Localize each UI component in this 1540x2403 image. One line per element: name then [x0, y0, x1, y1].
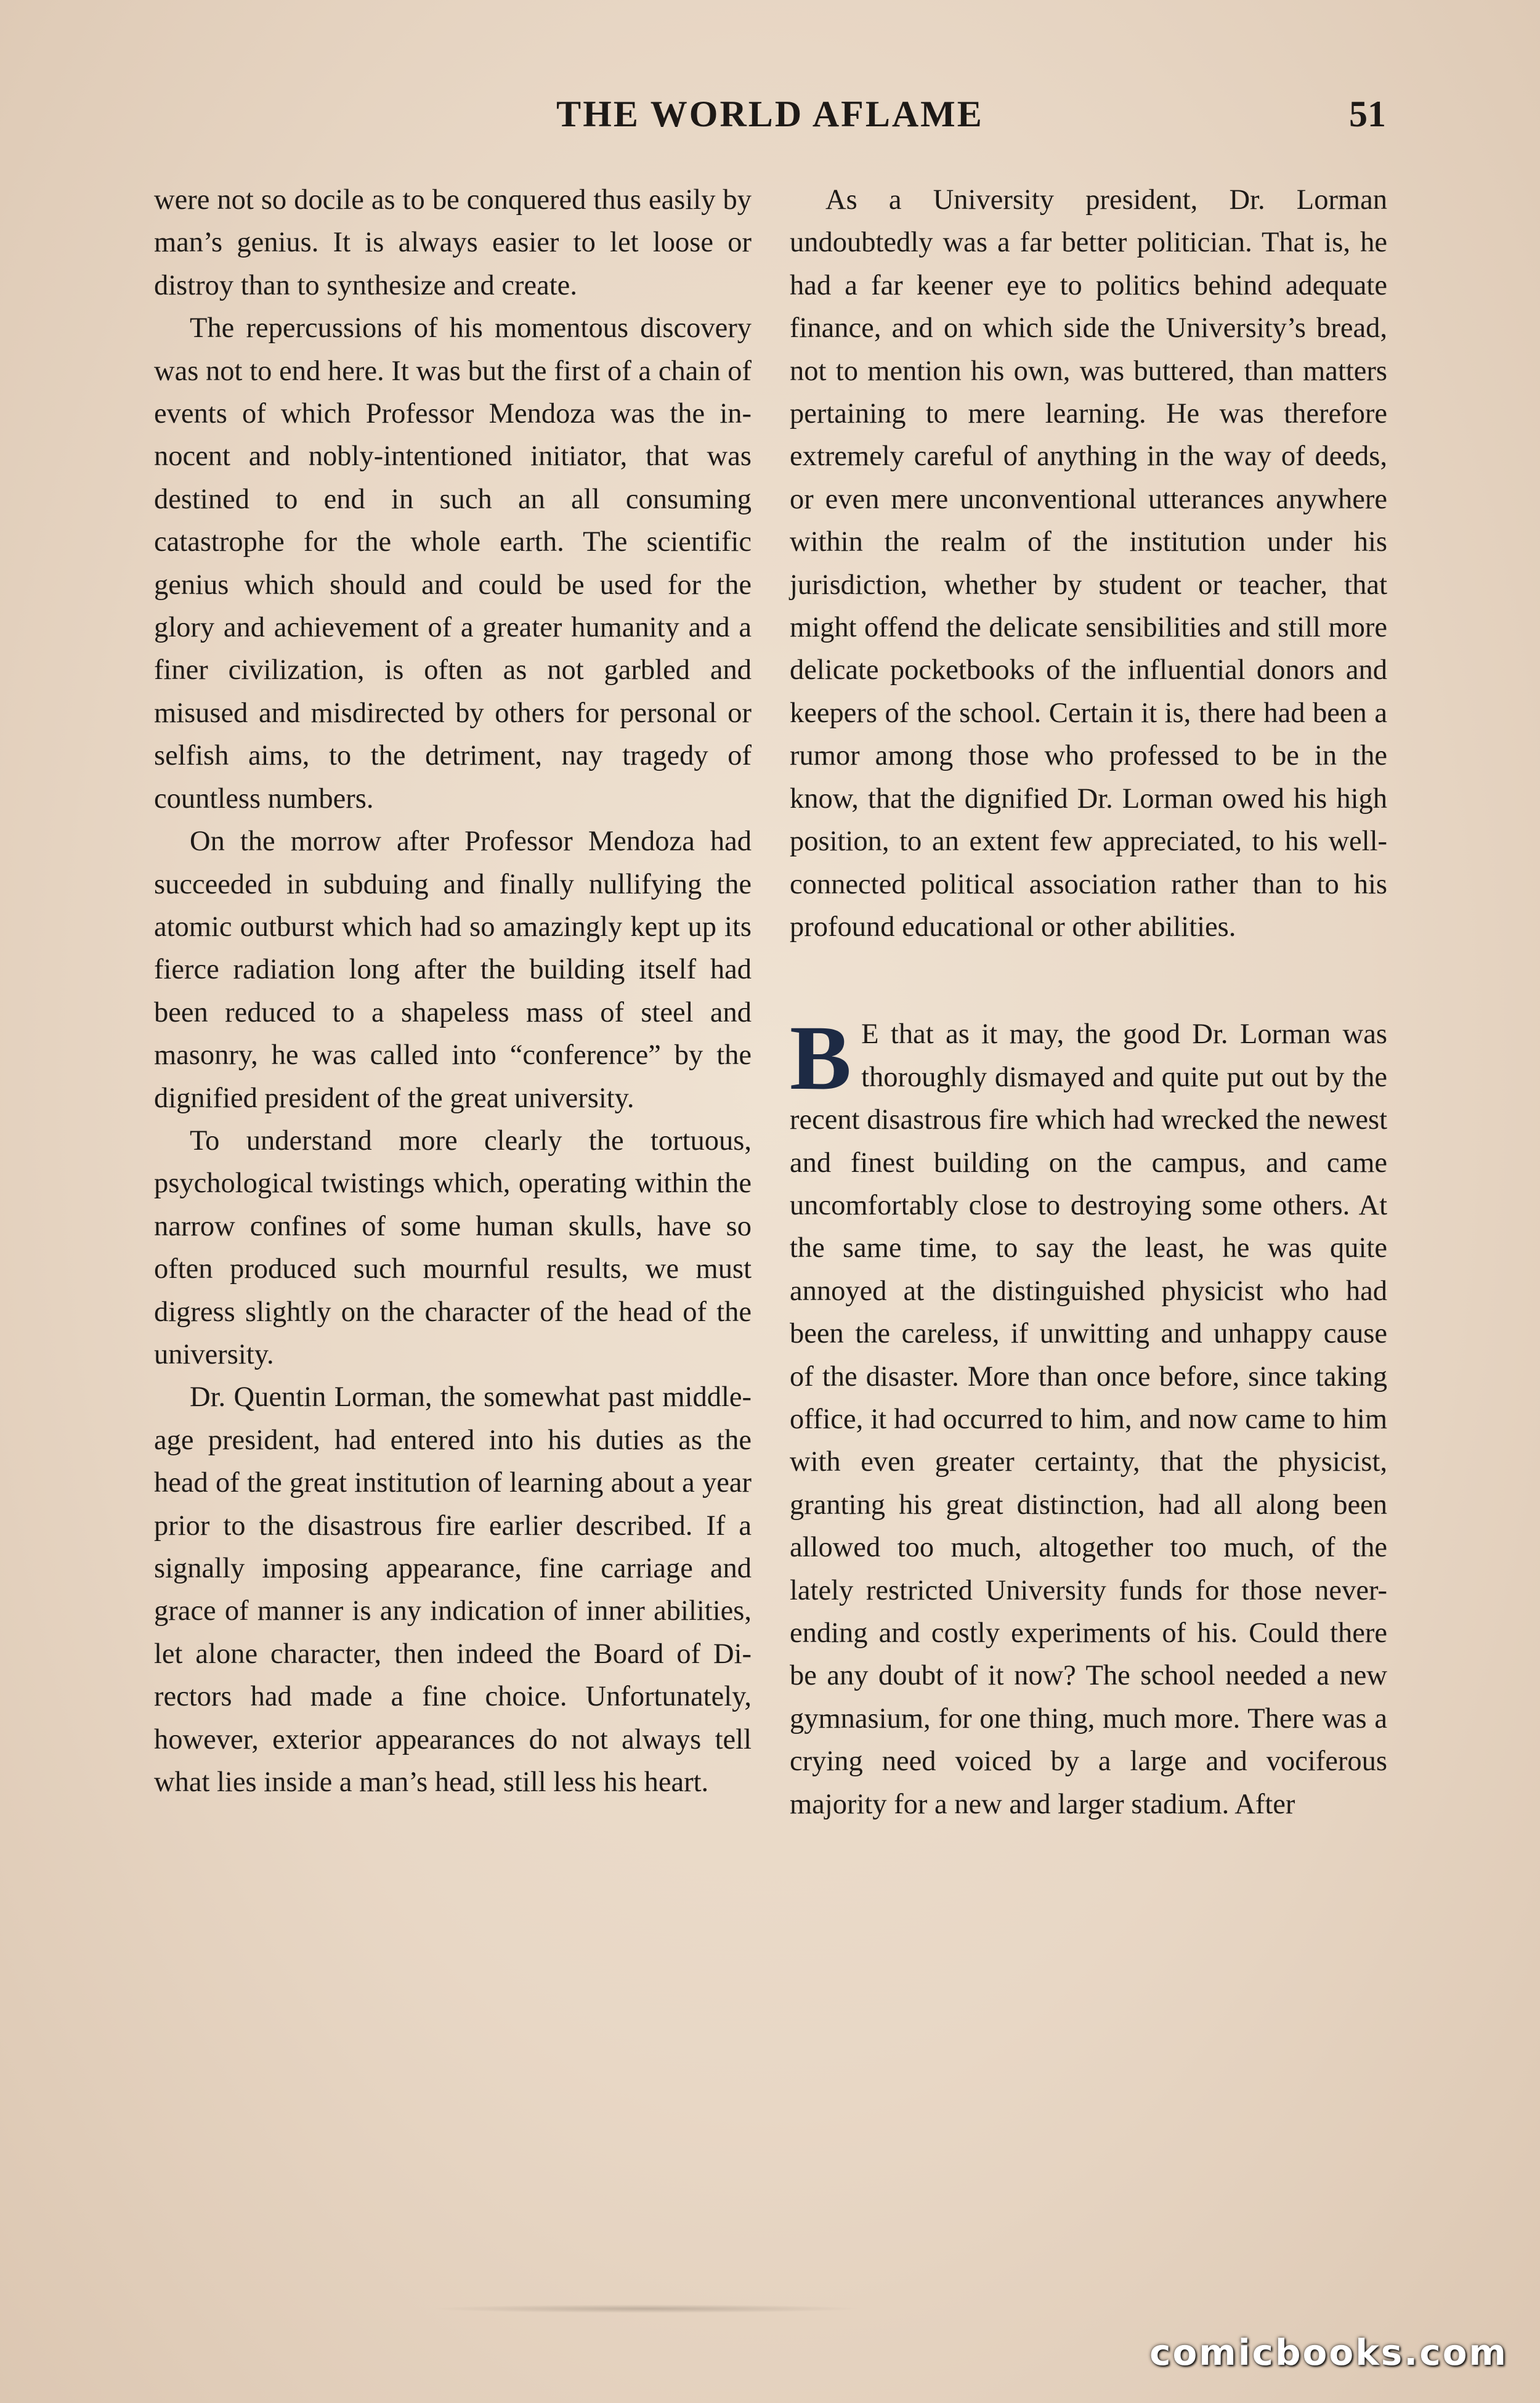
right-column: [790, 179, 1387, 1826]
page-number: 51: [1349, 94, 1386, 134]
paragraph: On the morrow after Professor Mendoza had succeeded in subduing and finally nullifying the atomic outburst which had so amazingly kept up its fierce radiation long after the building itself had been reduced to a shapeless mass of steel and masonry, he was called into “conference” by the dignified president of the great university.: [154, 826, 752, 1114]
dropcap-paragraph: [790, 1007, 1387, 1826]
paragraph-text: E that as it may, the good Dr. Lorman was thoroughly dismayed and quite put out by the recent disastrous fire which had wrecked the newest and finest building on the campus, and came uncomfortably close to destroying some others. At the same time, to say the least, he was quite annoyed at the distinguished physicist who had been the careless, if unwitting and unhappy cause of the disaster. More than once before, since taking office, it had occurred to him, and now came to him with even greater certainty, that the physicist, granting his great distinction, had all along been allowed too much, altogether too much, of the lately restricted University funds for those never-ending and costly experiments of his. Could there be any doubt of it now? The school needed a new gymnasium, for one thing, much more. There was a crying need voiced by a large and vociferous majority for a new and larger stadium. After: [790, 1019, 1387, 1820]
paragraph: As a University president, Dr. Lorman undoubtedly was a far better politician. That is, he had a far keener eye to politics behind adequate finance, and on which side the University’s bread, not to mention his own, was buttered, than matters pertaining to mere learning. He was therefore extremely careful of anything in the way of deeds, or even mere unconventional utterances anywhere within the realm of the institution under his jurisdiction, whether by student or teacher, that might offend the delicate sensibilities and still more delicate pocketbooks of the influential donors and keepers of the school. Certain it is, there had been a rumor among those who professed to be in the know, that the dignified Dr. Lorman owed his high position, to an extent few appreciated, to his well-connected political association rather than to his profound educational or other abilities.: [790, 184, 1387, 943]
paragraph: were not so docile as to be conquered thus easily by man’s genius. It is always easier to let loose or distroy than to synthesize and create.: [154, 184, 752, 301]
print-smudge: [431, 2304, 862, 2313]
running-head: [0, 86, 1540, 142]
running-title: THE WORLD AFLAME: [556, 94, 984, 134]
paragraph: To understand more clearly the tortuous, psychological twistings which, operating within the narrow confines of some human skulls, have so often produced such mournful results, we must digress slightly on the character of the head of the university.: [154, 1124, 752, 1370]
watermark: comicbooks.com: [1149, 2332, 1508, 2373]
paragraph: The repercussions of his momentous discovery was not to end here. It was but the first of a chain of events of which Professor Mendoza was the innocent and nobly-intentioned initiator, that was destined to end in such an all consuming catastrophe for the whole earth. The scientific genius which should and could be used for the glory and achievement of a greater humanity and a finer civilization, is often as not garbled and misused and misdirected by others for personal or selfish aims, to the detriment, nay tragedy of countless numbers.: [154, 312, 752, 815]
left-column: [154, 179, 752, 1803]
paragraph: Dr. Quentin Lorman, the somewhat past middle-age president, had entered into his duties as the head of the great institution of learning about a year prior to the disastrous fire earlier described. If a signally imposing appearance, fine carriage and grace of manner is any indication of inner abilities, let alone character, then indeed the Board of Directors had made a fine choice. Unfortunately, however, exterior appearances do not always tell what lies inside a man’s head, still less his heart.: [154, 1381, 752, 1799]
drop-cap: B: [790, 1007, 852, 1110]
